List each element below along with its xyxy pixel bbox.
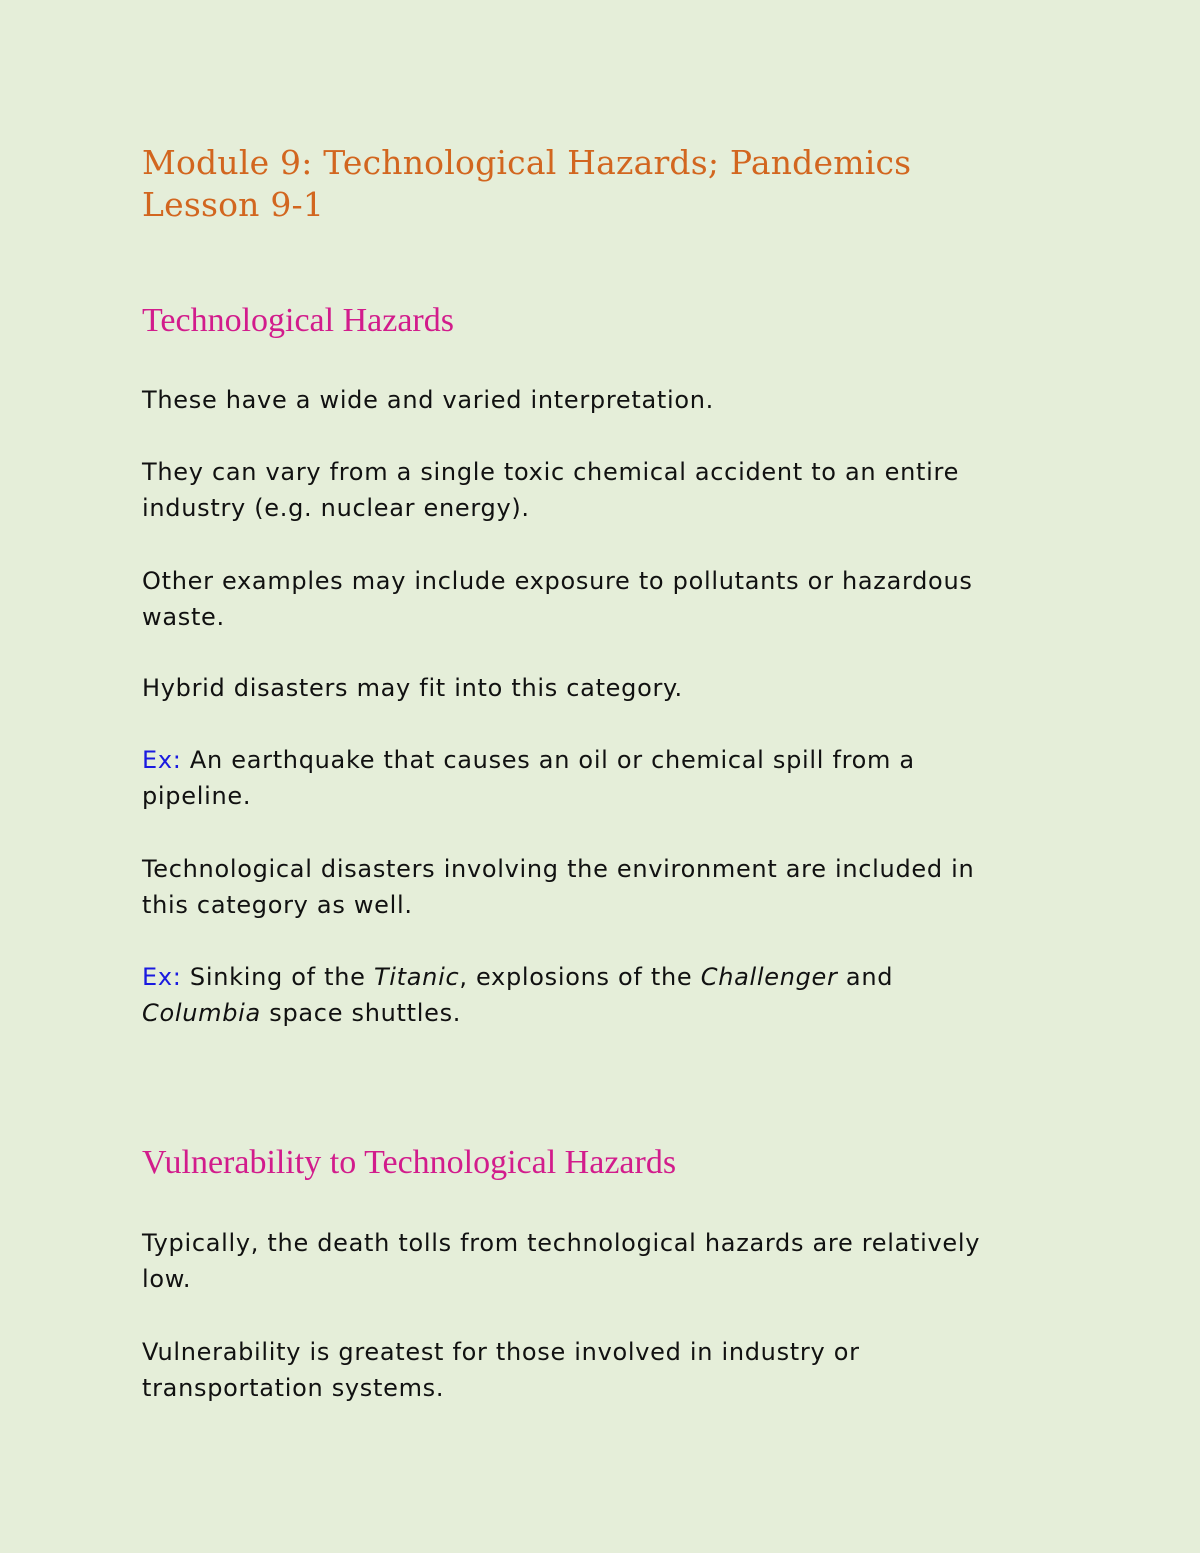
paragraph-death-tolls (142, 1225, 1072, 1297)
section-heading-vulnerability: Vulnerability to Technological Hazards (142, 1144, 677, 1181)
challenger-title: Challenger (700, 963, 838, 991)
paragraph-death-tolls-line2: low. (142, 1265, 192, 1293)
paragraph-vary (142, 454, 1072, 526)
paragraph-environment (142, 851, 1072, 923)
paragraph-vulnerability-line2: transportation systems. (142, 1374, 445, 1402)
paragraph-environment-line1: Technological disasters involving the environment are included in (142, 855, 975, 883)
paragraph-other-examples-line2: waste. (142, 603, 225, 631)
paragraph-vary-line2: industry (e.g. nuclear energy). (142, 494, 530, 522)
paragraph-other-examples-line1: Other examples may include exposure to pollutants or hazardous (142, 567, 973, 595)
module-line: Module 9: Technological Hazards; Pandemics (142, 143, 912, 182)
paragraph-vulnerability-greatest (142, 1334, 1072, 1406)
paragraph-hybrid: Hybrid disasters may fit into this category. (142, 674, 683, 702)
columbia-title: Columbia (142, 999, 261, 1027)
example-text: , explosions of the (459, 963, 701, 991)
paragraph-environment-line2: this category as well. (142, 891, 413, 919)
example-text: and (837, 963, 894, 991)
document-page (142, 0, 1082, 1553)
example-label: Ex: (142, 746, 182, 774)
paragraph-other-examples (142, 563, 1072, 635)
example-text: Sinking of the (181, 963, 374, 991)
paragraph-example-earthquake (142, 742, 1072, 814)
example-earthquake-line2: pipeline. (142, 782, 252, 810)
lesson-line: Lesson 9-1 (142, 185, 325, 224)
paragraph-interpretation: These have a wide and varied interpretation. (142, 386, 714, 414)
titanic-title: Titanic (373, 963, 460, 991)
module-title (142, 142, 911, 226)
paragraph-death-tolls-line1: Typically, the death tolls from technological hazards are relatively (142, 1229, 981, 1257)
example-label: Ex: (142, 963, 182, 991)
paragraph-example-shuttles (142, 959, 1072, 1031)
section-heading-technological-hazards: Technological Hazards (142, 302, 454, 339)
example-earthquake-line1: An earthquake that causes an oil or chemical spill from a (181, 746, 915, 774)
example-text: space shuttles. (260, 999, 462, 1027)
paragraph-vary-line1: They can vary from a single toxic chemical accident to an entire (142, 458, 960, 486)
paragraph-vulnerability-line1: Vulnerability is greatest for those involved in industry or (142, 1338, 860, 1366)
